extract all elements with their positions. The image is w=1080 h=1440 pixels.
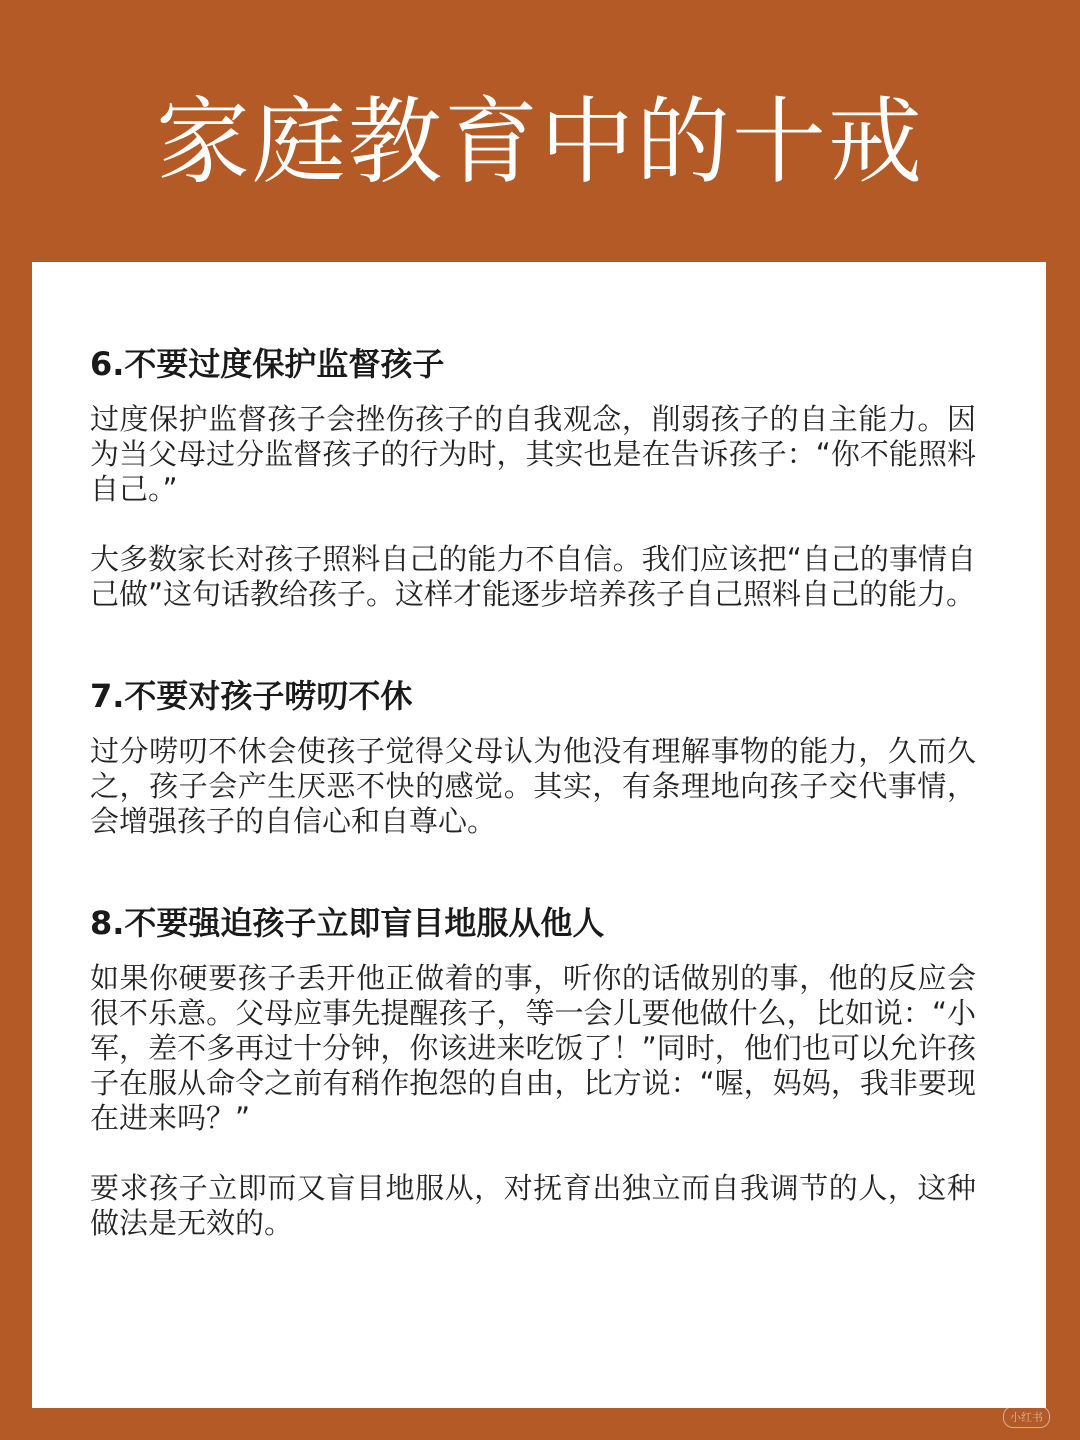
section-8 bbox=[90, 901, 976, 1241]
section-6 bbox=[90, 342, 976, 612]
section-heading: 7.不要对孩子唠叨不休 bbox=[90, 677, 413, 715]
paragraph: 大多数家长对孩子照料自己的能力不自信。我们应该把“自己的事情自己做”这句话教给孩子。这样才能逐步培养孩子自己照料自己的能力。 bbox=[90, 542, 976, 611]
paragraph: 要求孩子立即而又盲目地服从，对抚育出独立而自我调节的人，这种做法是无效的。 bbox=[90, 1171, 976, 1240]
section-7 bbox=[90, 674, 976, 839]
paragraph: 过度保护监督孩子会挫伤孩子的自我观念，削弱孩子的自主能力。因为当父母过分监督孩子的行为时，其实也是在告诉孩子：“你不能照料自己。” bbox=[90, 402, 976, 506]
paragraph: 如果你硬要孩子丢开他正做着的事，听你的话做别的事，他的反应会很不乐意。父母应事先提醒孩子，等一会儿要他做什么，比如说：“小军，差不多再过十分钟，你该进来吃饭了！”同时，他们也可以允许孩子在服从命令之前有稍作抱怨的自由，比方说：“喔，妈妈，我非要现在进来吗？” bbox=[90, 961, 976, 1135]
section-heading: 8.不要强迫孩子立即盲目地服从他人 bbox=[90, 904, 605, 942]
watermark-logo: 小红书 bbox=[1003, 1406, 1050, 1428]
paragraph: 过分唠叨不休会使孩子觉得父母认为他没有理解事物的能力，久而久之，孩子会产生厌恶不快的感觉。其实，有条理地向孩子交代事情，会增强孩子的自信心和自尊心。 bbox=[90, 734, 976, 838]
page-title: 家庭教育中的十戒 bbox=[155, 88, 924, 197]
content-card bbox=[32, 262, 1046, 1408]
section-heading: 6.不要过度保护监督孩子 bbox=[90, 345, 445, 383]
